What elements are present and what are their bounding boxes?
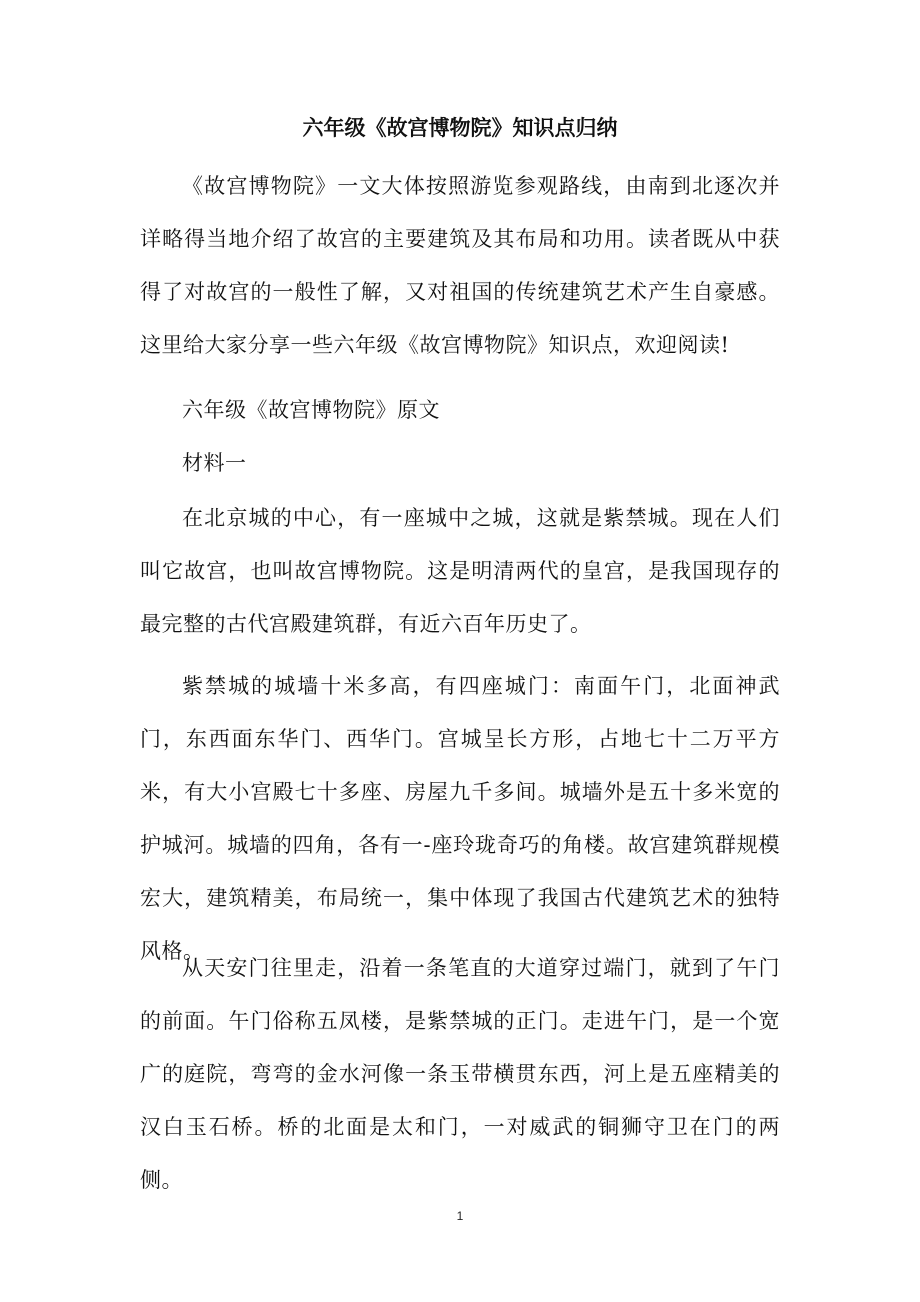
paragraph-forbidden-city-intro: 在北京城的中心，有一座城中之城，这就是紫禁城。现在人们叫它故宫，也叫故宫博物院。这是明清两代的皇宫，是我国现存的最完整的古代宫殿建筑群，有近六百年历史了。	[140, 506, 780, 636]
section-heading-original-text: 六年级《故宫博物院》原文	[182, 398, 440, 422]
intro-paragraph: 《故宫博物院》一文大体按照游览参观路线，由南到北逐次并详略得当地介绍了故宫的主要建筑及其布局和功用。读者既从中获得了对故宫的一般性了解，又对祖国的传统建筑艺术产生自豪感。这里给大家分享一些六年级《故宫博物院》知识点，欢迎阅读!	[140, 174, 780, 357]
page-number: 1	[456, 1209, 464, 1223]
paragraph-meridian-gate: 从天安门往里走，沿着一条笔直的大道穿过端门，就到了午门的前面。午门俗称五凤楼，是紫禁城的正门。走进午门，是一个宽广的庭院，弯弯的金水河像一条玉带横贯东西，河上是五座精美的汉白玉石桥。桥的北面是太和门，一对威武的铜狮守卫在门的两侧。	[140, 956, 780, 1192]
document-title: 六年级《故宫博物院》知识点归纳	[302, 115, 618, 140]
paragraph-city-walls: 紫禁城的城墙十米多高，有四座城门：南面午门，北面神武门，东西面东华门、西华门。宫城呈长方形，占地七十二万平方米，有大小宫殿七十多座、房屋九千多间。城墙外是五十多米宽的护城河。城墙的四角，各有一-座玲珑奇巧的角楼。故宫建筑群规模宏大，建筑精美，布局统一，集中体现了我国古代建筑艺术的独特风格。	[140, 674, 780, 963]
subheading-material-one: 材料一	[182, 451, 247, 475]
